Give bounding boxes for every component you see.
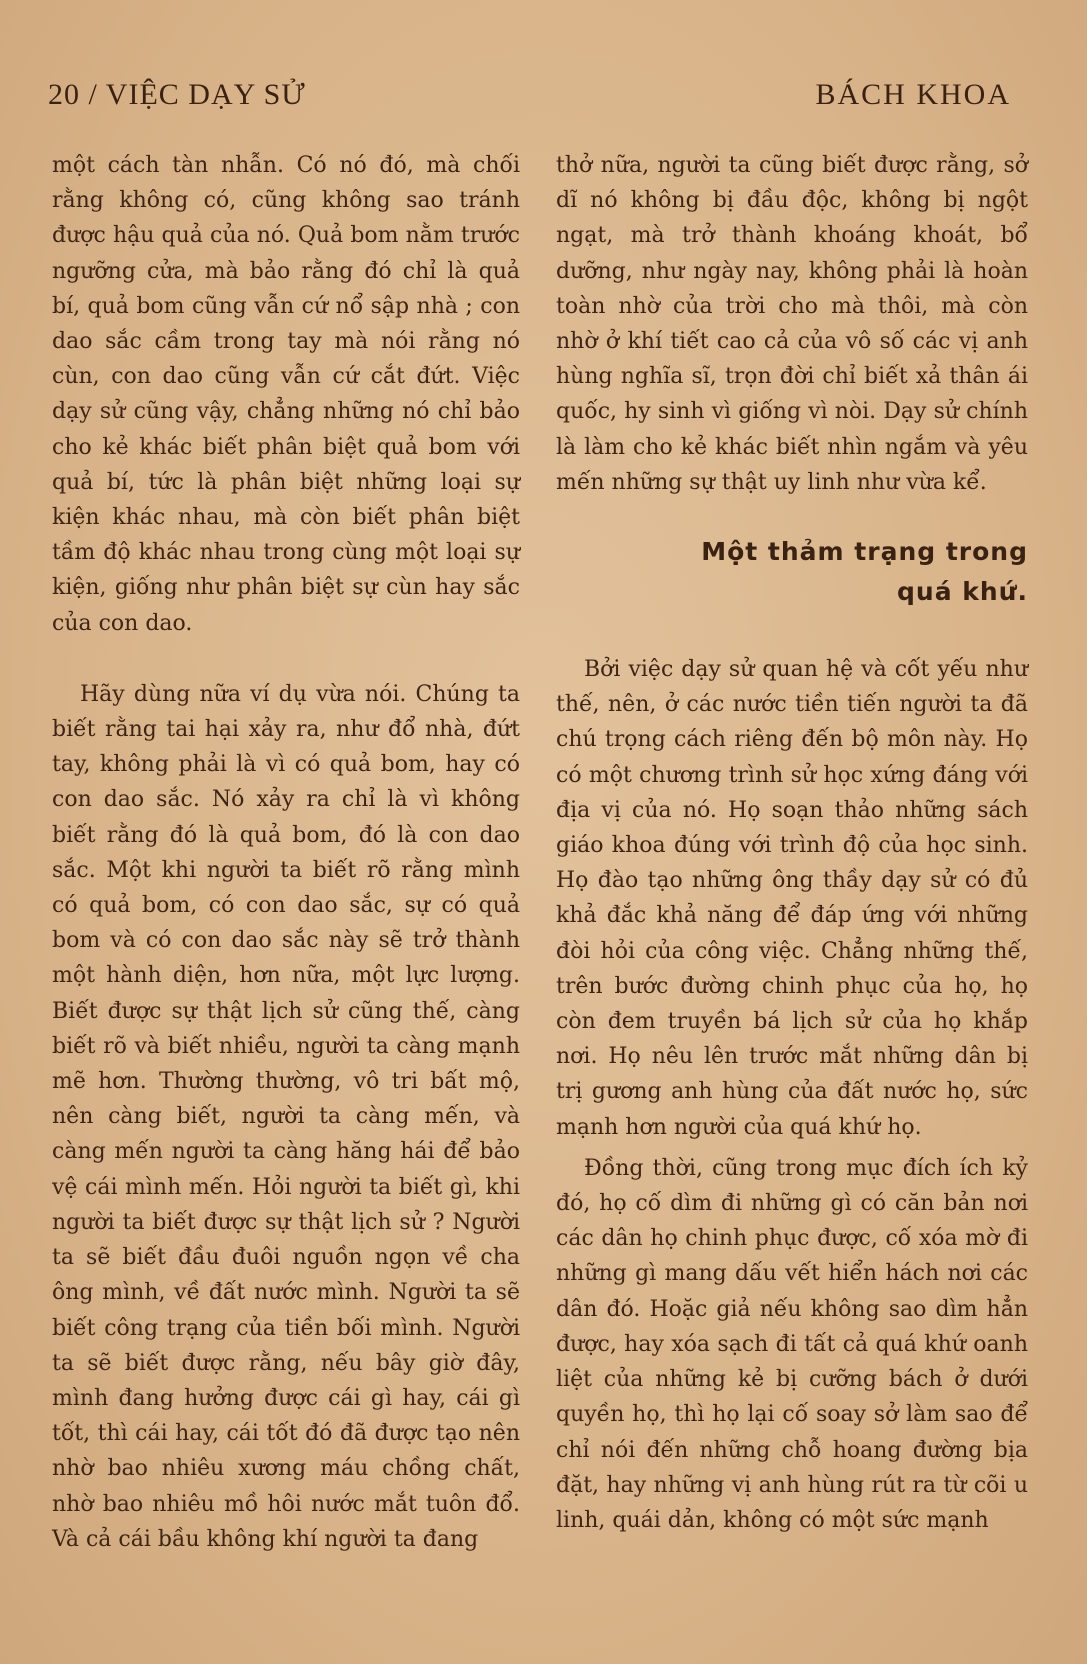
paragraph: Hãy dùng nữa ví dụ vừa nói. Chúng ta biết rằng tai hại xảy ra, như đổ nhà, đứt tay, không phải là vì có quả bom, hay có con dao sắc. Nó xảy ra chỉ là vì không biết rằng đó là quả bom, đó là con dao sắc. Một khi người ta biết rõ rằng mình có quả bom, có con dao sắc, sự có quả bom và có con dao sắc này sẽ trở thành một hành diện, hơn nữa, một lực lượng. Biết được sự thật lịch sử cũng thế, càng biết rõ và biết nhiều, người ta càng mạnh mẽ hơn. Thường thường, vô tri bất mộ, nên càng biết, người ta càng mến, và càng mến người ta càng hăng hái để bảo vệ cái mình mến. Hỏi người ta biết gì, khi người ta biết được sự thật lịch sử ? Người ta sẽ biết đầu đuôi nguồn ngọn về cha ông mình, về đất nước mình. Người ta sẽ biết công trạng của tiền bối mình. Người ta sẽ biết được rằng, nếu bây giờ đây, mình đang hưởng được cái gì hay, cái gì tốt, thì cái hay, cái tốt đó đã được tạo nên nhờ bao nhiêu xương máu chồng chất, nhờ bao nhiêu mồ hôi nước mắt tuôn đổ. Và cả cái bầu không khí người ta đang (52, 681, 520, 1552)
paragraph: Đồng thời, cũng trong mục đích ích kỷ đó, họ cố dìm đi những gì có căn bản nơi các dân họ chinh phục được, cố xóa mờ đi những gì mang dấu vết hiển hách nơi các dân đó. Hoặc giả nếu không sao dìm hẳn được, hay xóa sạch đi tất cả quá khứ oanh liệt của những kẻ bị cưỡng bách ở dưới quyền họ, thì họ lại cố soay sở làm sao để chỉ nói đến những chỗ hoang đường bịa đặt, hay những vị anh hùng rút ra từ cõi u linh, quái dản, không có một sức mạnh (556, 1155, 1028, 1533)
page-number-and-chapter: 20 / VIỆC DẠY SỬ (48, 78, 306, 111)
left-column (52, 148, 520, 1557)
right-column (556, 148, 1028, 1538)
section-heading-line: Một thảm trạng trong (701, 537, 1028, 567)
paragraph: thở nữa, người ta cũng biết được rằng, sở dĩ nó không bị đầu độc, không bị ngột ngạt, mà trở thành khoáng khoát, bổ dưỡng, như ngày nay, không phải là hoàn toàn nhờ của trời cho mà thôi, mà còn nhờ ở khí tiết cao cả của vô số các vị anh hùng nghĩa sĩ, trọn đời chỉ biết xả thân ái quốc, hy sinh vì giống vì nòi. Dạy sử chính là làm cho kẻ khác biết nhìn ngắm và yêu mến những sự thật uy linh như vừa kể. (556, 153, 1028, 495)
section-heading (556, 532, 1028, 612)
section-heading-line: quá khứ. (897, 577, 1028, 607)
paragraph: Bởi việc dạy sử quan hệ và cốt yếu như thế, nên, ở các nước tiền tiến người ta đã chú trọng cách riêng đến bộ môn này. Họ có một chương trình sử học xứng đáng với địa vị của nó. Họ soạn thảo những sách giáo khoa đúng với trình độ của học sinh. Họ đào tạo những ông thầy dạy sử có đủ khả đắc khả năng để đáp ứng với những đòi hỏi của công việc. Chẳng những thế, trên bước đường chinh phục của họ, họ còn đem truyền bá lịch sử của họ khắp nơi. Họ nêu lên trước mắt những dân bị trị gương anh hùng của đất nước họ, sức mạnh hơn người của quá khứ họ. (556, 657, 1028, 1140)
running-header (0, 78, 1087, 118)
paragraph: một cách tàn nhẫn. Có nó đó, mà chối rằng không có, cũng không sao tránh được hậu quả của nó. Quả bom nằm trước ngưỡng cửa, mà bảo rằng đó chỉ là quả bí, quả bom cũng vẫn cứ nổ sập nhà ; con dao sắc cầm trong tay mà nói rằng nó cùn, con dao cũng vẫn cứ cắt đứt. Việc dạy sử cũng vậy, chẳng những nó chỉ bảo cho kẻ khác biết phân biệt quả bom với quả bí, tức là phân biệt những loại sự kiện khác nhau, mà còn biết phân biệt tầm độ khác nhau trong cùng một loại sự kiện, giống như phân biệt sự cùn hay sắc của con dao. (52, 153, 520, 636)
publication-name: BÁCH KHOA (815, 78, 1011, 111)
